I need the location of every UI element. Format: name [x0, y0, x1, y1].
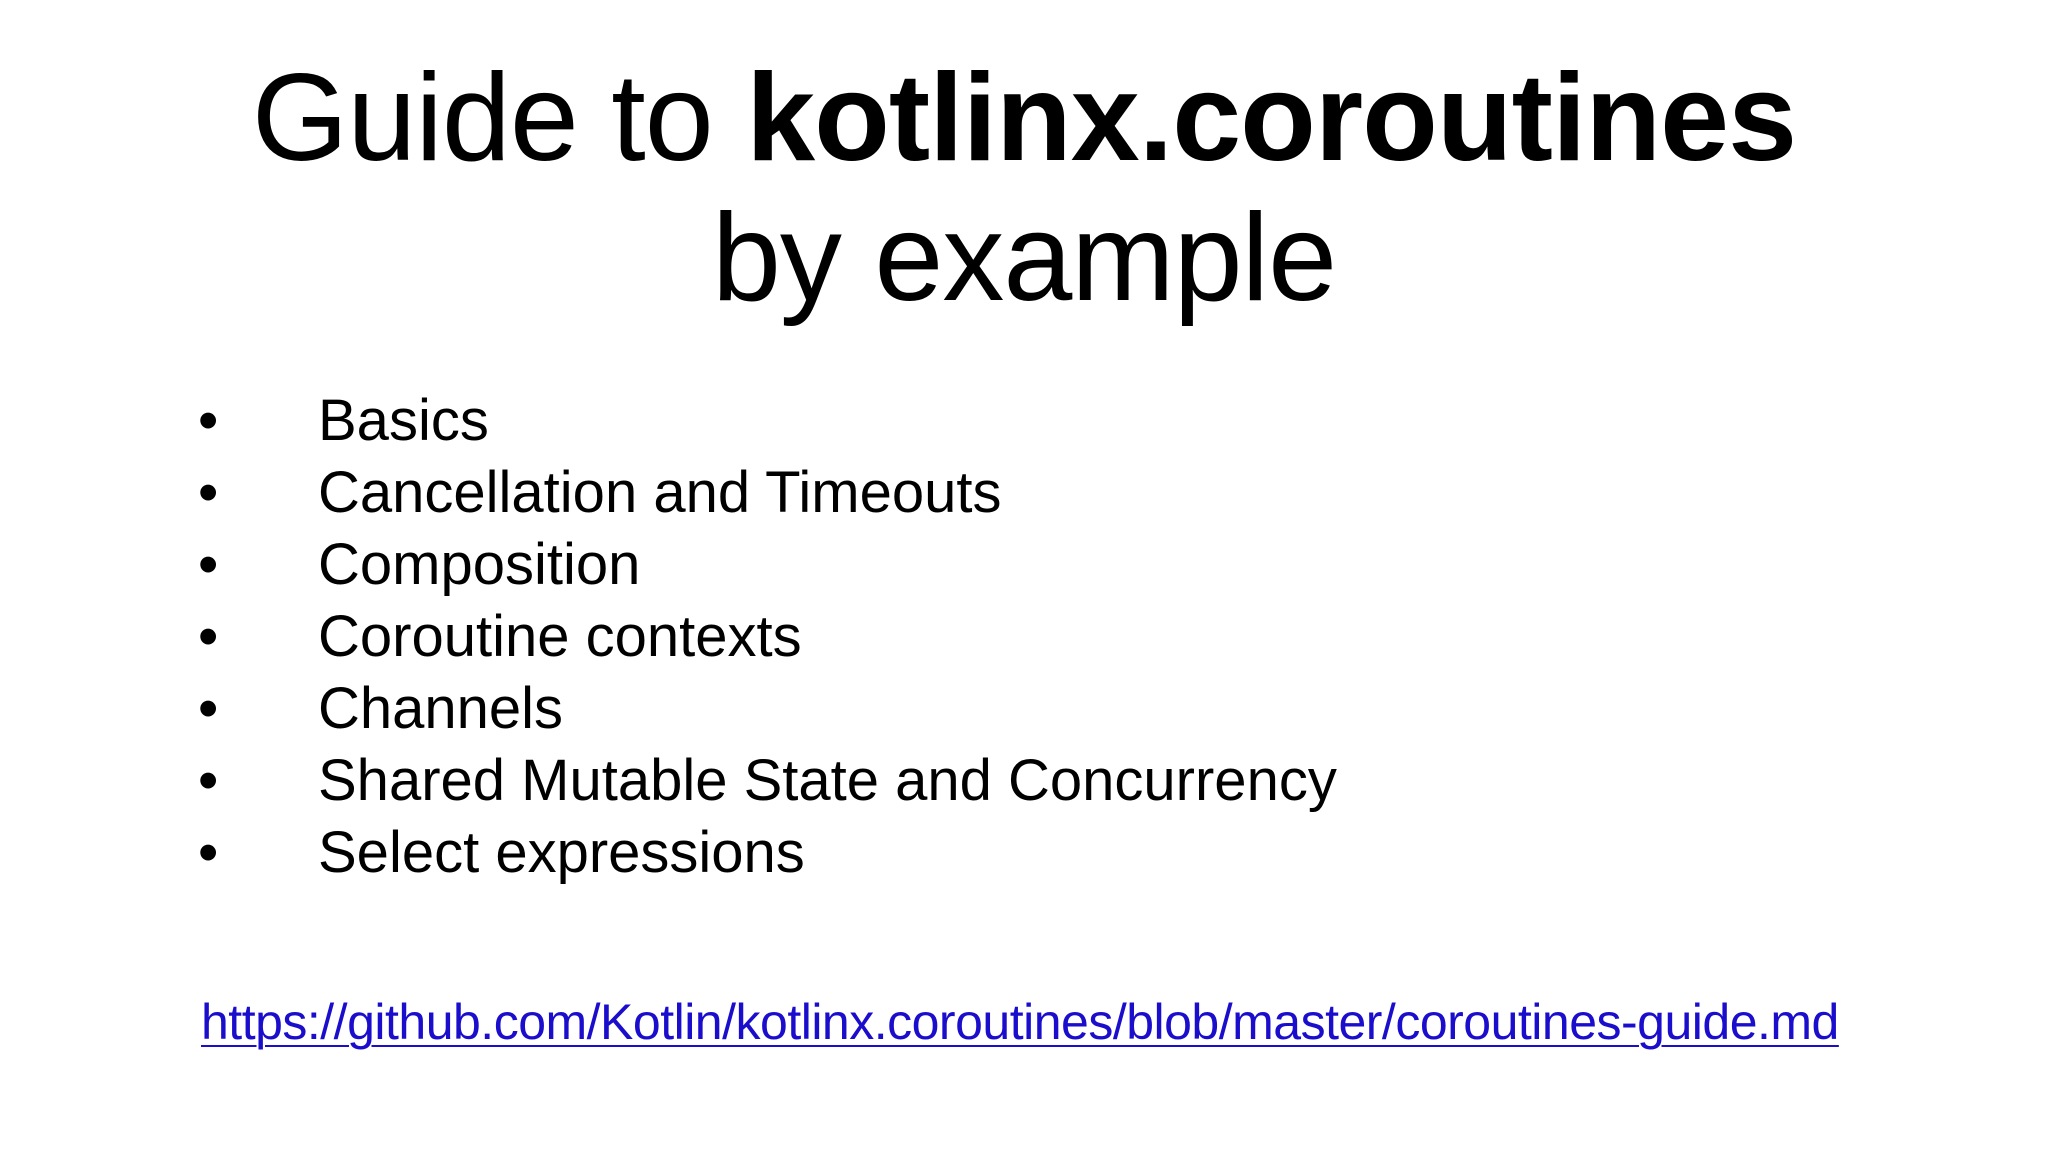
topic-label: Select expressions — [318, 820, 805, 885]
slide-title — [0, 48, 2048, 188]
slide-subtitle: by example — [711, 189, 1337, 327]
bullet-icon: • — [198, 676, 219, 741]
topic-label: Coroutine contexts — [318, 604, 802, 669]
topic-label: Composition — [318, 532, 641, 597]
bullet-icon: • — [198, 604, 219, 669]
bullet-icon: • — [198, 388, 219, 453]
bullet-icon: • — [198, 748, 219, 813]
topic-label: Basics — [318, 388, 489, 453]
topic-label: Shared Mutable State and Concurrency — [318, 748, 1337, 813]
bullet-icon: • — [198, 820, 219, 885]
bullet-icon: • — [198, 460, 219, 525]
guide-link[interactable]: https://github.com/Kotlin/kotlinx.coroutines/blob/master/coroutines-guide.md — [201, 994, 1839, 1050]
topic-label: Cancellation and Timeouts — [318, 460, 1002, 525]
title-prefix: Guide to — [251, 49, 747, 187]
topic-label: Channels — [318, 676, 564, 741]
title-bold: kotlinx.coroutines — [746, 49, 1797, 187]
bullet-icon: • — [198, 532, 219, 597]
